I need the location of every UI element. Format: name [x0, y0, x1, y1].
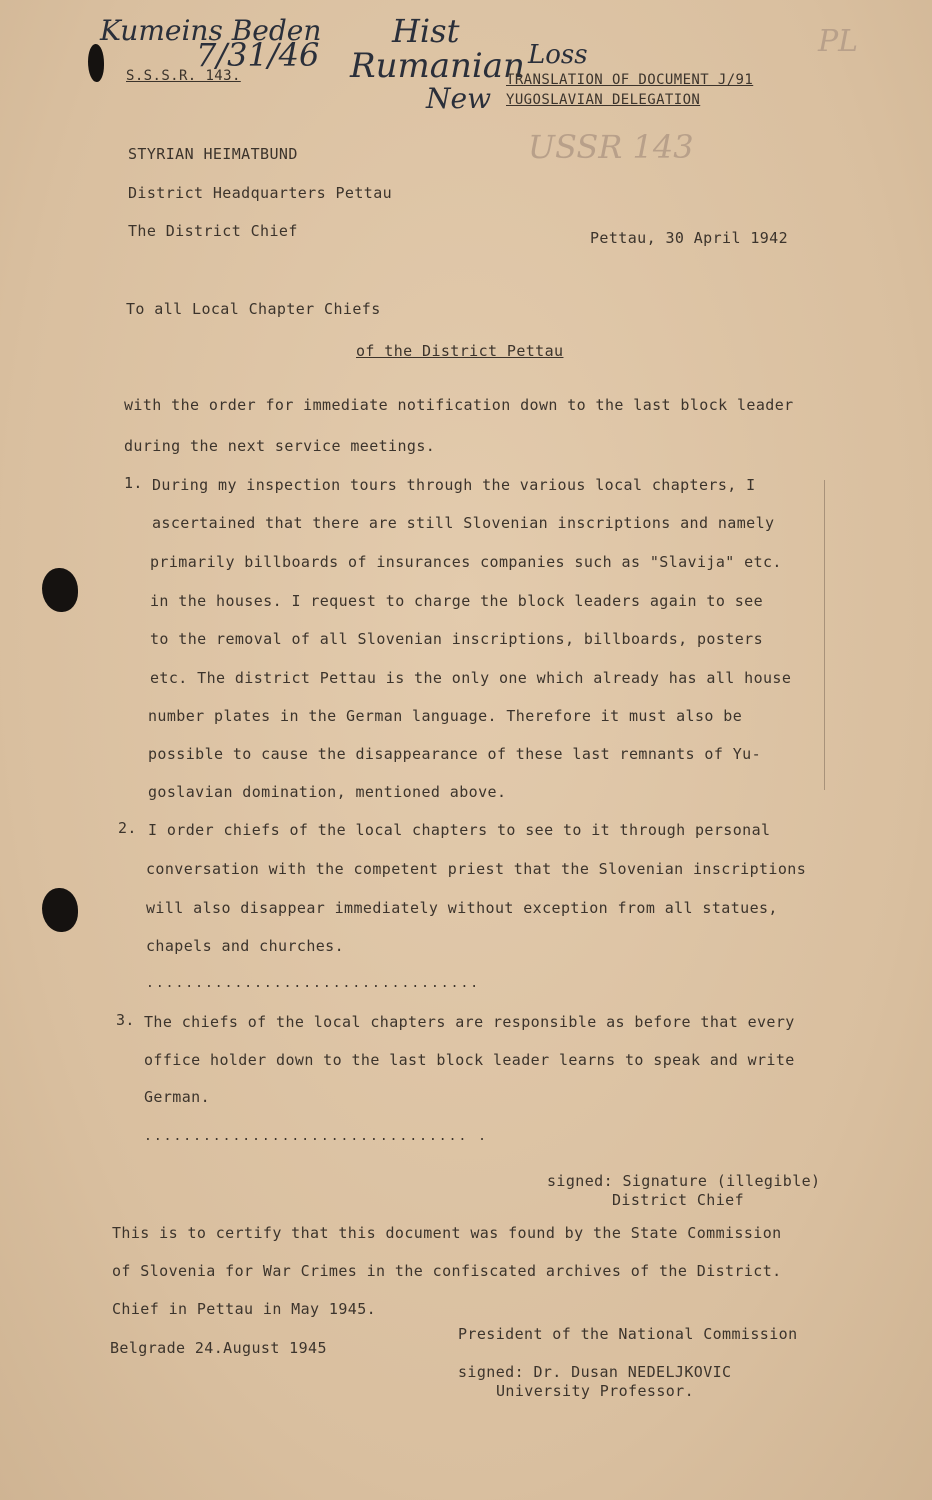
- item3-number: 3.: [116, 1011, 135, 1029]
- handwritten-hist: Hist: [392, 12, 460, 50]
- ellipsis-separator: ..................................: [146, 976, 481, 991]
- handwritten-loss: Loss: [528, 40, 588, 70]
- item2-line: I order chiefs of the local chapters to see to it through personal: [148, 821, 771, 839]
- handwritten-name: Kumeins Beden: [100, 14, 322, 47]
- ink-blot: [88, 44, 104, 82]
- item1-line: number plates in the German language. Therefore it must also be: [148, 707, 743, 725]
- item1-line: to the removal of all Slovenian inscriptions, billboards, posters: [150, 630, 763, 648]
- handwritten-date: 7/31/46: [196, 36, 320, 74]
- margin-mark: [824, 480, 825, 790]
- sender-hq: District Headquarters Pettau: [128, 184, 393, 202]
- item1-line: etc. The district Pettau is the only one which already has all house: [150, 669, 792, 687]
- item2-line: will also disappear immediately without exception from all statues,: [146, 899, 778, 917]
- item3-line: office holder down to the last block leader learns to speak and write: [144, 1051, 795, 1069]
- item1-number: 1.: [124, 474, 143, 492]
- sender-chief: The District Chief: [128, 222, 298, 240]
- president-line1: President of the National Commission: [458, 1325, 798, 1343]
- pencil-ussr: USSR 143: [528, 128, 694, 166]
- item2-line: chapels and churches.: [146, 937, 345, 955]
- translation-title: TRANSLATION OF DOCUMENT J/91: [506, 72, 754, 88]
- item2-number: 2.: [118, 819, 137, 837]
- punch-hole-bottom: [42, 888, 78, 932]
- pencil-pl: PL: [818, 24, 859, 59]
- item1-line: in the houses. I request to charge the block leaders again to see: [150, 592, 763, 610]
- addressee-line2: of the District Pettau: [356, 342, 564, 360]
- delegation-title: YUGOSLAVIAN DELEGATION: [506, 92, 701, 108]
- item3-line: The chiefs of the local chapters are responsible as before that every: [144, 1013, 795, 1031]
- item3-line: German.: [144, 1088, 211, 1106]
- president-line3: University Professor.: [496, 1382, 695, 1400]
- addressee-line1: To all Local Chapter Chiefs: [126, 300, 381, 318]
- intro-line: with the order for immediate notification down to the last block leader: [124, 396, 794, 414]
- document-reference: S.S.S.R. 143.: [126, 68, 241, 84]
- president-line2: signed: Dr. Dusan NEDELJKOVIC: [458, 1363, 732, 1381]
- certify-line: Chief in Pettau in May 1945.: [112, 1300, 377, 1318]
- certify-line: of Slovenia for War Crimes in the confiscated archives of the District.: [112, 1262, 782, 1280]
- handwritten-rumanian: Rumanian: [350, 46, 525, 86]
- place-date: Pettau, 30 April 1942: [590, 229, 789, 247]
- signature-line2: District Chief: [612, 1191, 745, 1209]
- certify-line: This is to certify that this document was found by the State Commission: [112, 1224, 782, 1242]
- belgrade-date: Belgrade 24.August 1945: [110, 1339, 327, 1357]
- item2-line: conversation with the competent priest that the Slovenian inscriptions: [146, 860, 807, 878]
- punch-hole-top: [42, 568, 78, 612]
- item1-line: ascertained that there are still Slovenian inscriptions and namely: [152, 514, 775, 532]
- intro-line: during the next service meetings.: [124, 437, 436, 455]
- handwritten-new: New: [426, 82, 492, 115]
- item1-line: goslavian domination, mentioned above.: [148, 783, 507, 801]
- sender-org: STYRIAN HEIMATBUND: [128, 145, 298, 163]
- item1-line: possible to cause the disappearance of these last remnants of Yu-: [148, 745, 761, 763]
- ellipsis-separator: ................................. .: [144, 1129, 488, 1144]
- item1-line: primarily billboards of insurances companies such as "Slavija" etc.: [150, 553, 782, 571]
- item1-line: During my inspection tours through the various local chapters, I: [152, 476, 756, 494]
- signature-line1: signed: Signature (illegible): [547, 1172, 821, 1190]
